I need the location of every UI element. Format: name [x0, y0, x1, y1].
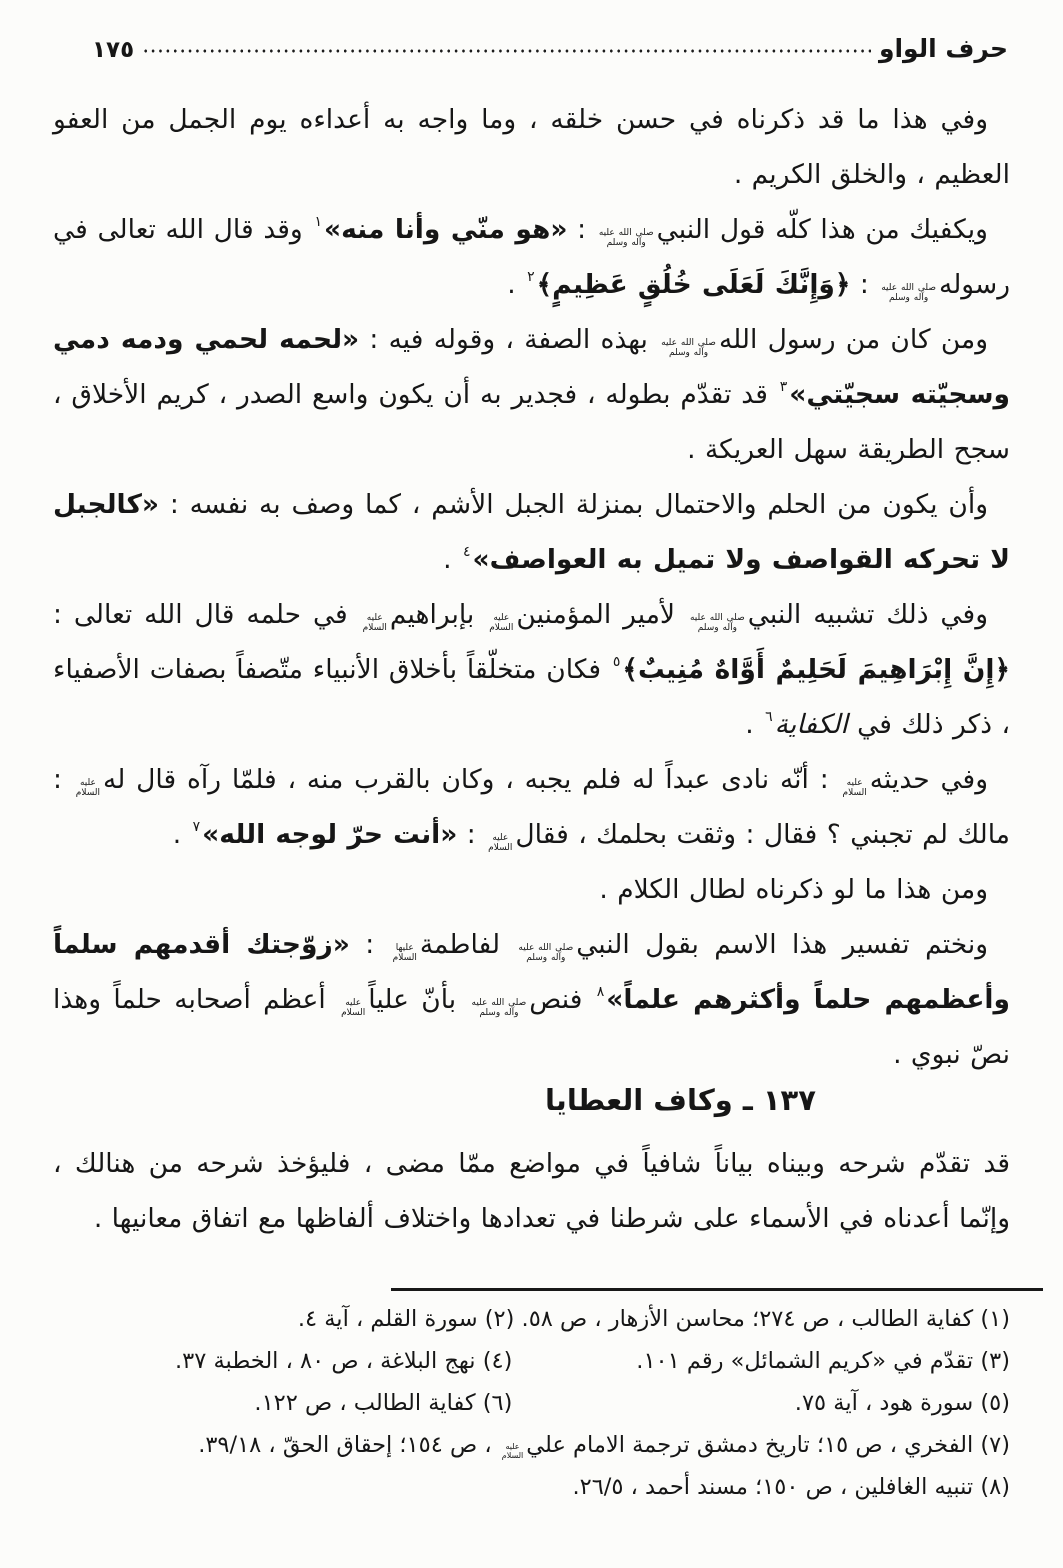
quoted-hadith: «أنت حرّ لوجه الله» — [202, 819, 458, 850]
footnotes — [53, 1298, 1010, 1508]
footnote-ref: ٦ — [765, 709, 773, 726]
text-run: ومن كان من رسول الله — [718, 324, 988, 355]
text-run: ويكفيك من هذا كلّه قول النبي — [656, 214, 988, 245]
footnote-row — [53, 1424, 1010, 1466]
text-run: (٥) سورة هود ، آية ٧٥. — [794, 1390, 1010, 1416]
text-run: . — [745, 709, 764, 740]
text-run: ومن هذا ما لو ذكرناه لطال الكلام . — [599, 874, 988, 905]
footnote — [512, 1340, 1010, 1382]
text-run: وفي هذا ما قد ذكرناه في حسن خلقه ، وما واجه به أعداءه يوم الجمل من العفو العظيم ، والخلق الكريم . — [53, 104, 1010, 190]
section-body — [53, 1136, 1010, 1246]
paragraph — [53, 1136, 1010, 1246]
footnote-ref: ١ — [314, 214, 322, 231]
text-run: : — [349, 929, 390, 960]
page-header — [92, 34, 1008, 63]
text-run: قد تقدّم شرحه وبيناه بياناً شافياً في مواضع ممّا مضى ، فليؤخذ شرحه من هنالك ، وإنّما أعدناه في الأسماء على شرطنا في تعدادها واختلاف ألفاظها مع اتفاق معانيها . — [53, 1148, 1010, 1234]
footnote-row — [53, 1340, 1010, 1382]
footnote-ref: ٢ — [527, 269, 535, 286]
text-run: : — [567, 214, 596, 245]
text-run: . — [443, 544, 461, 575]
chapter-title: حرف الواو — [878, 34, 1008, 63]
footnote-row — [53, 1382, 1010, 1424]
honorific-imam-mark: عليه السلام — [842, 777, 867, 798]
quoted-hadith: «زوّجتك أقدمهم سلماً وأعظمهم حلماً وأكثرهم علماً» — [53, 929, 1010, 1015]
quoted-hadith: «كالجبل لا تحركه القواصف ولا تميل به العواصف» — [53, 489, 1010, 575]
text-run: فكان متخلّقاً بأخلاق الأنبياء متّصفاً بصفات الأصفياء ، ذكر ذلك في — [53, 654, 1010, 740]
footnote-ref: ٥ — [612, 654, 621, 671]
dotted-leader — [142, 45, 871, 57]
footnote — [53, 1466, 1010, 1508]
text-run: بأنّ علياً — [368, 984, 469, 1015]
footnote — [53, 1340, 512, 1382]
honorific-imam-mark: عليه السلام — [488, 832, 513, 853]
body-text — [53, 92, 1010, 1082]
text-run: أعظم أصحابه حلماً وهذا نصّ نبوي . — [53, 984, 1010, 1070]
text-run: ، ص ١٥٤؛ إحقاق الحقّ ، ٣٩/١٨. — [198, 1432, 499, 1458]
paragraph — [53, 312, 1010, 477]
honorific-imam-mark: عليه السلام — [501, 1442, 524, 1460]
text-run: وقد قال الله تعالى في رسوله — [53, 214, 1010, 300]
footnote — [53, 1382, 512, 1424]
footnote-separator — [391, 1288, 1043, 1291]
text-run: : مالك لم تجبني ؟ فقال : وثقت بحلمك ، فقال — [53, 764, 1010, 850]
footnote-row — [53, 1466, 1010, 1508]
paragraph — [53, 917, 1010, 1082]
text-run: في حلمه قال الله تعالى : — [53, 599, 360, 630]
text-run: (١) كفاية الطالب ، ص ٢٧٤؛ محاسن الأزهار ، ص ٥٨. (٢) سورة القلم ، آية ٤. — [297, 1306, 1010, 1332]
section-heading: ١٣٧ ـ وكاف العطايا — [545, 1083, 816, 1117]
text-run: وفي حديثه — [869, 764, 988, 795]
quran-verse: ﴿وَإِنَّكَ لَعَلَى خُلُقٍ عَظِيمٍ﴾ — [536, 269, 851, 300]
text-run: . — [507, 269, 526, 300]
text-run: : — [850, 269, 879, 300]
footnote — [512, 1382, 1010, 1424]
book-title: الكفاية — [774, 709, 848, 740]
footnote-ref: ٤ — [463, 544, 471, 561]
quran-verse: ﴿إِنَّ إِبْرَاهِيمَ لَحَلِيمٌ أَوَّاهٌ مُنِيبٌ﴾ — [622, 654, 1010, 685]
text-run: وفي ذلك تشبيه النبي — [747, 599, 988, 630]
text-run: لفاطمة — [419, 929, 516, 960]
paragraph — [53, 752, 1010, 862]
paragraph — [53, 587, 1010, 752]
footnote-row — [53, 1298, 1010, 1340]
text-run: بإبراهيم — [389, 599, 487, 630]
text-run: : — [457, 819, 486, 850]
text-run: وأن يكون من الحلم والاحتمال بمنزلة الجبل الأشم ، كما وصف به نفسه : — [159, 489, 988, 520]
paragraph — [53, 862, 1010, 917]
honorific-imam-mark: عليه السلام — [75, 777, 100, 798]
honorific-prophet-mark: صلى الله عليه وآله وسلم — [661, 337, 716, 358]
footnote-ref: ٨ — [596, 984, 605, 1001]
text-run: (٣) تقدّم في «كريم الشمائل» رقم ١٠١. — [636, 1348, 1010, 1374]
footnote — [53, 1298, 1010, 1340]
text-run: فنص — [529, 984, 595, 1015]
text-run: . — [172, 819, 191, 850]
quoted-hadith: «هو منّي وأنا منه» — [323, 214, 568, 245]
honorific-prophet-mark: صلى الله عليه وآله وسلم — [471, 997, 527, 1018]
text-run: (٤) نهج البلاغة ، ص ٨٠ ، الخطبة ٣٧. — [175, 1348, 513, 1374]
footnote-ref: ٧ — [192, 819, 201, 836]
quoted-hadith: «لحمه لحمي ودمه دمي وسجيّته سجيّتي» — [53, 324, 1010, 410]
honorific-imam-mark: عليه السلام — [489, 612, 514, 633]
text-run: (٧) الفخري ، ص ١٥؛ تاريخ دمشق ترجمة الامام علي — [526, 1432, 1010, 1458]
text-run: : أنّه نادى عبداً له فلم يجبه ، وكان بالقرب منه ، فلمّا رآه قال له — [103, 764, 840, 795]
honorific-prophet-mark: صلى الله عليه وآله وسلم — [518, 942, 574, 963]
honorific-prophet-mark: صلى الله عليه وآله وسلم — [689, 612, 745, 633]
honorific-prophet-mark: صلى الله عليه وآله وسلم — [598, 227, 654, 248]
text-run: بهذه الصفة ، وقوله فيه : — [359, 324, 659, 355]
honorific-fatima-mark: عليها السلام — [392, 942, 417, 963]
page-number: ١٧٥ — [92, 37, 135, 63]
honorific-imam-mark: عليه السلام — [362, 612, 387, 633]
text-run: (٦) كفاية الطالب ، ص ١٢٢. — [254, 1390, 513, 1416]
honorific-prophet-mark: صلى الله عليه وآله وسلم — [881, 282, 937, 303]
text-run: (٨) تنبيه الغافلين ، ص ١٥٠؛ مسند أحمد ، ٢٦/٥. — [572, 1474, 1010, 1500]
footnote — [53, 1424, 1010, 1466]
paragraph — [53, 202, 1010, 312]
footnote-ref: ٣ — [779, 379, 788, 396]
paragraph — [53, 477, 1010, 587]
text-run: ونختم تفسير هذا الاسم بقول النبي — [576, 929, 988, 960]
paragraph — [53, 92, 1010, 202]
text-run: قد تقدّم بطوله ، فجدير به أن يكون واسع الصدر ، كريم الأخلاق ، سجح الطريقة سهل العريكة . — [53, 379, 1010, 465]
honorific-imam-mark: عليه السلام — [341, 997, 366, 1018]
text-run: لأمير المؤمنين — [516, 599, 687, 630]
